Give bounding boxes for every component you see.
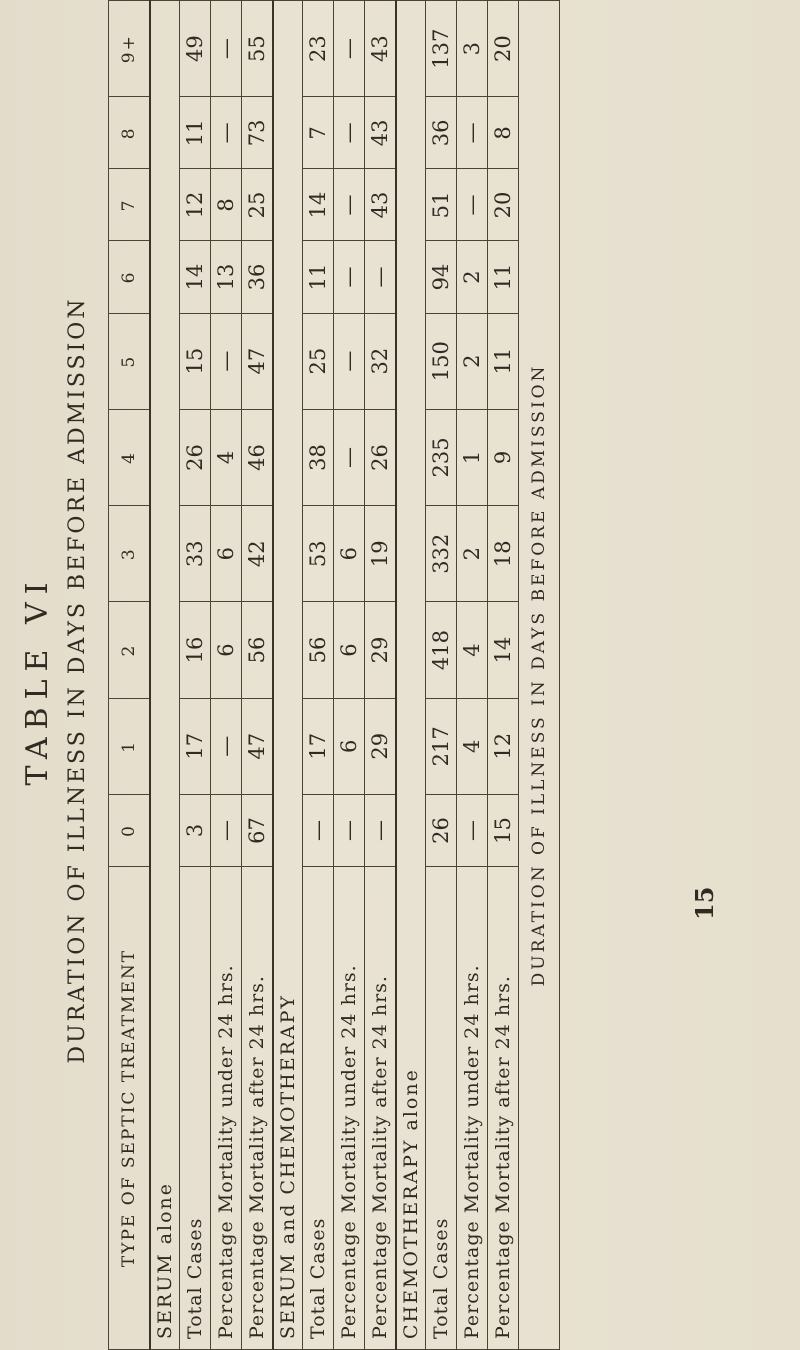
cell: — bbox=[303, 794, 334, 866]
cell: 47 bbox=[242, 698, 274, 794]
cell: 33 bbox=[180, 506, 211, 602]
cell: 49 bbox=[180, 1, 211, 97]
cell: 6 bbox=[334, 698, 365, 794]
day-header-8: 8 bbox=[109, 97, 151, 169]
cell: 14 bbox=[180, 241, 211, 313]
table-row bbox=[457, 1, 488, 1350]
cell: — bbox=[211, 313, 242, 409]
cell: 3 bbox=[180, 794, 211, 866]
cell: 6 bbox=[334, 506, 365, 602]
cell: — bbox=[334, 313, 365, 409]
cell: 11 bbox=[180, 97, 211, 169]
section-title: SERUM alone bbox=[150, 1, 180, 1350]
row-label: Percentage Mortality under 24 hrs. bbox=[334, 867, 365, 1350]
cell: — bbox=[334, 97, 365, 169]
title-block bbox=[20, 260, 90, 1100]
cell: 6 bbox=[334, 602, 365, 698]
cell: 25 bbox=[303, 313, 334, 409]
day-header-6: 6 bbox=[109, 241, 151, 313]
table-row bbox=[303, 1, 334, 1350]
cell: — bbox=[334, 794, 365, 866]
cell: — bbox=[211, 794, 242, 866]
table-row bbox=[242, 1, 274, 1350]
cell: 15 bbox=[488, 794, 519, 866]
cell: 18 bbox=[488, 506, 519, 602]
cell: 12 bbox=[180, 169, 211, 241]
cell: 13 bbox=[211, 241, 242, 313]
table-row bbox=[365, 1, 397, 1350]
table-label: TABLE VI bbox=[20, 574, 55, 786]
day-header-2: 2 bbox=[109, 602, 151, 698]
cell: 12 bbox=[488, 698, 519, 794]
cell: 1 bbox=[457, 409, 488, 505]
cell: 16 bbox=[180, 602, 211, 698]
day-header-0: 0 bbox=[109, 794, 151, 866]
cell: 25 bbox=[242, 169, 274, 241]
day-header-9plus: 9+ bbox=[109, 1, 151, 97]
cell: 29 bbox=[365, 698, 397, 794]
cell: 2 bbox=[457, 506, 488, 602]
table-row bbox=[211, 1, 242, 1350]
cell: 73 bbox=[242, 97, 274, 169]
cell: 42 bbox=[242, 506, 274, 602]
section-row bbox=[273, 1, 303, 1350]
cell: 19 bbox=[365, 506, 397, 602]
row-label: Percentage Mortality after 24 hrs. bbox=[488, 867, 519, 1350]
cell: 4 bbox=[457, 698, 488, 794]
row-label: Percentage Mortality after 24 hrs. bbox=[242, 867, 274, 1350]
day-header-5: 5 bbox=[109, 313, 151, 409]
cell: 9 bbox=[488, 409, 519, 505]
cell: 36 bbox=[242, 241, 274, 313]
cell: 2 bbox=[457, 313, 488, 409]
cell: 4 bbox=[457, 602, 488, 698]
cell: 29 bbox=[365, 602, 397, 698]
cell: 26 bbox=[365, 409, 397, 505]
row-label: Total Cases bbox=[180, 867, 211, 1350]
cell: 6 bbox=[211, 506, 242, 602]
cell: 332 bbox=[426, 506, 457, 602]
day-header-7: 7 bbox=[109, 169, 151, 241]
cell: 20 bbox=[488, 169, 519, 241]
cell: 235 bbox=[426, 409, 457, 505]
row-label: Percentage Mortality after 24 hrs. bbox=[365, 867, 397, 1350]
type-header: TYPE OF SEPTIC TREATMENT bbox=[109, 867, 151, 1350]
row-label: Percentage Mortality under 24 hrs. bbox=[457, 867, 488, 1350]
day-header-3: 3 bbox=[109, 506, 151, 602]
cell: 8 bbox=[488, 97, 519, 169]
cell: 17 bbox=[180, 698, 211, 794]
cell: 14 bbox=[488, 602, 519, 698]
cell: 418 bbox=[426, 602, 457, 698]
cell: 94 bbox=[426, 241, 457, 313]
cell: 51 bbox=[426, 169, 457, 241]
cell: 14 bbox=[303, 169, 334, 241]
cell: 6 bbox=[211, 602, 242, 698]
cell: 36 bbox=[426, 97, 457, 169]
cell: — bbox=[457, 97, 488, 169]
section-title: SERUM and CHEMOTHERAPY bbox=[273, 1, 303, 1350]
cell: 15 bbox=[180, 313, 211, 409]
section-title: CHEMOTHERAPY alone bbox=[396, 1, 426, 1350]
cell: — bbox=[457, 169, 488, 241]
cell: 38 bbox=[303, 409, 334, 505]
cell: 20 bbox=[488, 1, 519, 97]
cell: 150 bbox=[426, 313, 457, 409]
table-row bbox=[180, 1, 211, 1350]
cell: 32 bbox=[365, 313, 397, 409]
row-label: Percentage Mortality under 24 hrs. bbox=[211, 867, 242, 1350]
cell: 56 bbox=[303, 602, 334, 698]
table-row bbox=[334, 1, 365, 1350]
cell: 11 bbox=[488, 241, 519, 313]
cell: 43 bbox=[365, 1, 397, 97]
cell: 2 bbox=[457, 241, 488, 313]
cell: 8 bbox=[211, 169, 242, 241]
cell: — bbox=[211, 698, 242, 794]
cell: 11 bbox=[303, 241, 334, 313]
cell: 3 bbox=[457, 1, 488, 97]
section-row bbox=[396, 1, 426, 1350]
cell: 217 bbox=[426, 698, 457, 794]
cell: — bbox=[334, 169, 365, 241]
cell: 26 bbox=[180, 409, 211, 505]
cell: — bbox=[211, 97, 242, 169]
page-number: 15 bbox=[690, 886, 719, 920]
cell: — bbox=[334, 1, 365, 97]
column-group-label: DURATION OF ILLNESS IN DAYS BEFORE ADMISSION bbox=[519, 1, 560, 1350]
cell: 17 bbox=[303, 698, 334, 794]
cell: 137 bbox=[426, 1, 457, 97]
data-table bbox=[108, 0, 560, 1350]
cell: — bbox=[365, 241, 397, 313]
cell: 56 bbox=[242, 602, 274, 698]
cell: — bbox=[457, 794, 488, 866]
cell: — bbox=[334, 409, 365, 505]
cell: 4 bbox=[211, 409, 242, 505]
table-caption: DURATION OF ILLNESS IN DAYS BEFORE ADMISSION bbox=[65, 296, 90, 1064]
cell: 67 bbox=[242, 794, 274, 866]
cell: — bbox=[334, 241, 365, 313]
cell: 55 bbox=[242, 1, 274, 97]
cell: 11 bbox=[488, 313, 519, 409]
row-label: Total Cases bbox=[426, 867, 457, 1350]
cell: 47 bbox=[242, 313, 274, 409]
cell: 43 bbox=[365, 169, 397, 241]
cell: 26 bbox=[426, 794, 457, 866]
cell: 43 bbox=[365, 97, 397, 169]
footer-row bbox=[519, 1, 560, 1350]
table-row bbox=[488, 1, 519, 1350]
day-header-1: 1 bbox=[109, 698, 151, 794]
table-row bbox=[426, 1, 457, 1350]
day-header-4: 4 bbox=[109, 409, 151, 505]
cell: 23 bbox=[303, 1, 334, 97]
section-row bbox=[150, 1, 180, 1350]
cell: — bbox=[211, 1, 242, 97]
cell: — bbox=[365, 794, 397, 866]
cell: 7 bbox=[303, 97, 334, 169]
header-row bbox=[109, 1, 151, 1350]
cell: 53 bbox=[303, 506, 334, 602]
row-label: Total Cases bbox=[303, 867, 334, 1350]
cell: 46 bbox=[242, 409, 274, 505]
